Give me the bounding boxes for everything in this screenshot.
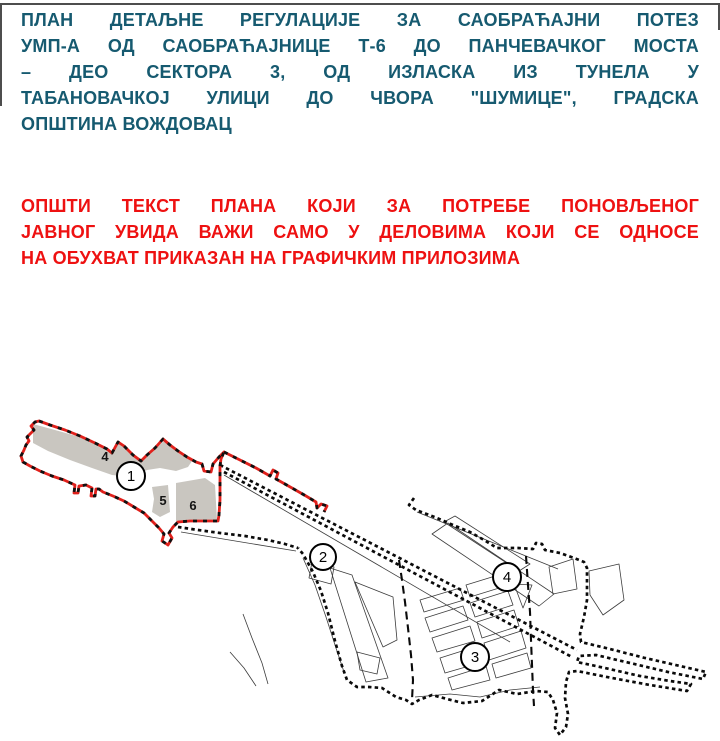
reuse-notice — [21, 193, 699, 271]
title-line: ТАБАНОВАЧКОЈ УЛИЦИ ДО ЧВОРА "ШУМИЦЕ", ГРАДСКА — [21, 88, 699, 108]
sector-circle-4 — [493, 563, 521, 591]
sector-circle-2 — [310, 544, 336, 570]
plan-map — [0, 401, 720, 741]
corridor-boundary-red — [224, 452, 327, 512]
ump-corridor-line-1 — [220, 465, 577, 650]
zone-label-6: 6 — [189, 498, 197, 513]
svg-text:3: 3 — [470, 649, 480, 666]
title-line: ПЛАН ДЕТАЉНЕ РЕГУЛАЦИЈЕ ЗА САОБРАЋАЈНИ ПОТЕЗ — [21, 10, 699, 30]
zone-label-5: 5 — [159, 493, 167, 508]
sector-divider-3-4 — [526, 556, 534, 706]
sector-circle-1 — [117, 462, 145, 490]
title-line: ОПШТИНА ВОЖДОВАЦ — [21, 114, 232, 134]
zone-label-4: 4 — [101, 449, 109, 464]
notice-line: НА ОБУХВАТ ПРИКАЗАН НА ГРАФИЧКИМ ПРИЛОЗИМА — [21, 248, 521, 268]
sector-circle-3 — [461, 643, 489, 671]
svg-text:4: 4 — [502, 569, 512, 586]
ump-corridor-line-2 — [224, 472, 572, 657]
sector2-top-edge — [178, 527, 298, 548]
svg-text:1: 1 — [126, 468, 136, 485]
page-top-border — [0, 3, 720, 5]
map-svg — [0, 401, 720, 741]
title-line: УМП-А ОД САОБРАЋАЈНИЦЕ Т-6 ДО ПАНЧЕВАЧКОГ МОСТА — [21, 36, 699, 56]
east-region-boundary — [298, 498, 706, 735]
svg-text:2: 2 — [318, 549, 328, 566]
notice-line: ЈАВНОГ УВИДА ВАЖИ САМО У ДЕЛОВИМА КОЈИ СЕ ОДНОСЕ — [21, 222, 699, 242]
title-line: – ДЕО СЕКТОРА 3, ОД ИЗЛАСКА ИЗ ТУНЕЛА У — [21, 62, 699, 82]
notice-line: ОПШТИ ТЕКСТ ПЛАНА КОЈИ ЗА ПОТРЕБЕ ПОНОВЉЕНОГ — [21, 196, 699, 216]
page-title — [21, 7, 699, 137]
page-border-stub-left — [0, 3, 2, 106]
